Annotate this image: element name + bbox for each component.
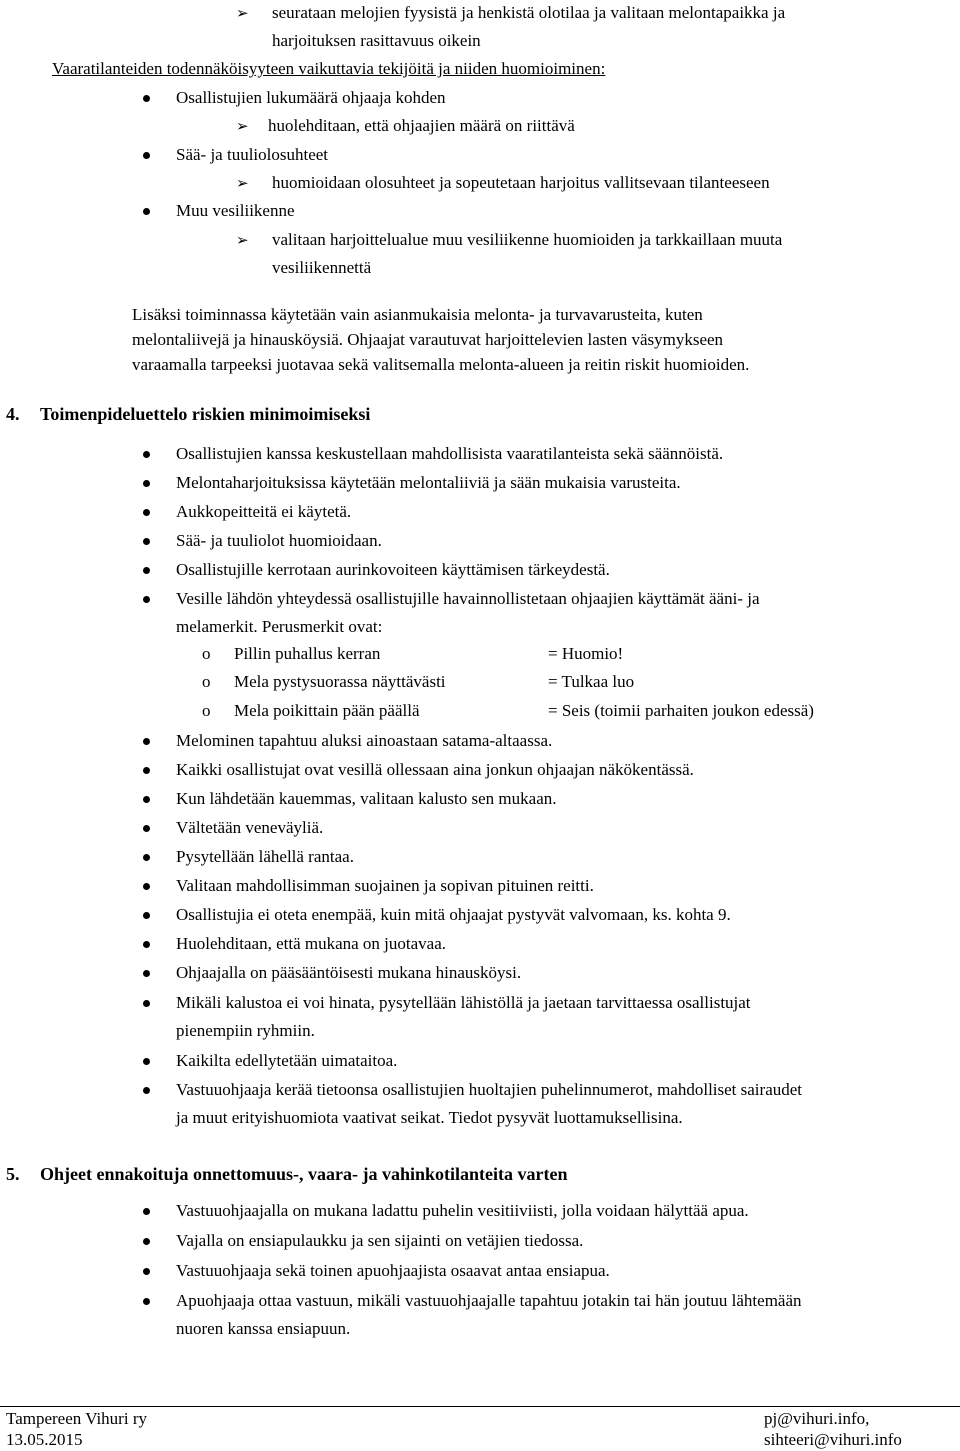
list-item: Sää- ja tuuliolot huomioidaan. [176,531,382,550]
bullet-icon [143,854,150,861]
bullet-icon [143,95,150,102]
list-item: Vastuuohjaaja kerää tietoonsa osallistujien huoltajien puhelinnumerot, mahdolliset sairaudet [176,1080,803,1099]
list-item: Vältetään veneväyliä. [176,818,324,837]
bullet-icon [143,1058,150,1065]
bullet-icon [143,509,150,516]
bullet-icon [143,970,150,977]
list-item: Osallistujia ei oteta enempää, kuin mitä ohjaajat pystyvät valvomaan, ks. kohta 9. [176,905,731,924]
paragraph-line: Lisäksi toiminnassa käytetään vain asianmukaisia melonta- ja turvavarusteita, kuten [132,305,703,324]
signal-name: Mela pystysuorassa näyttävästi [234,672,446,691]
list-item: Kun lähdetään kauemmas, valitaan kalusto sen mukaan. [176,789,557,808]
section-title: Ohjeet ennakoituja onnettomuus-, vaara- ja vahinkotilanteita varten [40,1164,568,1184]
factor-label: Osallistujien lukumäärä ohjaaja kohden [176,88,446,107]
list-item: Vastuuohjaaja sekä toinen apuohjaajista osaavat antaa ensiapua. [176,1261,610,1280]
list-item: Mikäli kalustoa ei voi hinata, pysytellään lähistöllä ja jaetaan tarvittaessa osallistujat [176,993,751,1012]
list-item: Melontaharjoituksissa käytetään melontaliiviä ja sään mukaisia varusteita. [176,473,681,492]
arrow-bullet-icon: ➢ [236,231,249,249]
section-number: 5. [6,1164,20,1184]
factor-sub: huomioidaan olosuhteet ja sopeutetaan harjoitus vallitsevaan tilanteeseen [272,173,770,192]
signal-marker: o [202,644,211,663]
footer-date: 13.05.2015 [6,1430,83,1449]
bullet-icon [143,1208,150,1215]
signal-marker: o [202,701,211,720]
list-item: Vesille lähdön yhteydessä osallistujille havainnollistetaan ohjaajien käyttämät ääni- ja [176,589,760,608]
bullet-icon [143,567,150,574]
bullet-icon [143,1268,150,1275]
arrow-bullet-icon: ➢ [236,117,249,135]
footer-org: Tampereen Vihuri ry [6,1409,147,1428]
bullet-icon [143,1000,150,1007]
factor-sub: valitaan harjoittelualue muu vesiliikenne huomioiden ja tarkkaillaan muuta [272,230,783,249]
footer-divider [0,1406,960,1407]
bullet-icon [143,912,150,919]
factor-sub: huolehditaan, että ohjaajien määrä on riittävä [268,116,575,135]
footer-email[interactable]: pj@vihuri.info, [764,1409,870,1428]
list-item: pienempiin ryhmiin. [176,1021,315,1040]
factor-label: Sää- ja tuuliolosuhteet [176,145,329,164]
bullet-icon [143,480,150,487]
section-number: 4. [6,404,20,424]
signal-name: Pillin puhallus kerran [234,644,381,663]
list-item: Pysytellään lähellä rantaa. [176,847,354,866]
list-item: Valitaan mahdollisimman suojainen ja sopivan pituinen reitti. [176,876,594,895]
footer-email[interactable]: sihteeri@vihuri.info [764,1430,902,1449]
bullet-icon [143,451,150,458]
bullet-icon [143,596,150,603]
list-item: Ohjaajalla on pääsääntöisesti mukana hinausköysi. [176,963,522,982]
list-item: Huolehditaan, että mukana on juotavaa. [176,934,447,953]
signal-meaning: = Tulkaa luo [548,672,635,691]
bullet-icon [143,152,150,159]
bullet-icon [143,825,150,832]
bullet-icon [143,1238,150,1245]
list-item: nuoren kanssa ensiapuun. [176,1319,351,1338]
list-item: melamerkit. Perusmerkit ovat: [176,617,383,636]
bullet-icon [143,738,150,745]
paragraph-line: varaamalla tarpeeksi juotavaa sekä valitsemalla melonta-alueen ja reitin riskit huomioiden. [132,355,750,374]
bullet-icon [143,796,150,803]
factor-label: Muu vesiliikenne [176,201,295,220]
bullet-icon [143,538,150,545]
list-item: Kaikilta edellytetään uimataitoa. [176,1051,398,1070]
list-item: Vajalla on ensiapulaukku ja sen sijainti on vetäjien tiedossa. [176,1231,584,1250]
arrow-bullet-icon: ➢ [236,174,249,192]
bullet-icon [143,1298,150,1305]
list-item: Aukkopeitteitä ei käytetä. [176,502,352,521]
bullet-icon [143,1087,150,1094]
signal-meaning: = Seis (toimii parhaiten joukon edessä) [548,701,814,720]
paragraph-line: melontaliivejä ja hinausköysiä. Ohjaajat varautuvat harjoittelevien lasten väsymykseen [132,330,724,349]
list-item: ja muut erityishuomiota vaativat seikat. Tiedot pysyvät luottamuksellisina. [176,1108,683,1127]
list-item: Vastuuohjaajalla on mukana ladattu puhelin vesitiiviisti, jolla voidaan hälyttää apua. [176,1201,749,1220]
list-item: Melominen tapahtuu aluksi ainoastaan satama-altaassa. [176,731,553,750]
arrow-bullet-icon: ➢ [236,4,249,22]
list-item: Apuohjaaja ottaa vastuun, mikäli vastuuohjaajalle tapahtuu jotakin tai hän joutuu lähtemään [176,1291,802,1310]
signal-name: Mela poikittain pään päällä [234,701,420,720]
list-item: Osallistujien kanssa keskustellaan mahdollisista vaaratilanteista sekä säännöistä. [176,444,724,463]
list-item: Kaikki osallistujat ovat vesillä ollessaan aina jonkun ohjaajan näkökentässä. [176,760,694,779]
bullet-icon [143,941,150,948]
signal-marker: o [202,672,211,691]
continued-text: harjoituksen rasittavuus oikein [272,31,481,50]
signal-meaning: = Huomio! [548,644,624,663]
list-item: Osallistujille kerrotaan aurinkovoiteen käyttämisen tärkeydestä. [176,560,610,579]
bullet-icon [143,767,150,774]
bullet-icon [143,208,150,215]
section-title: Toimenpideluettelo riskien minimoimiseksi [40,404,371,424]
bullet-icon [143,883,150,890]
continued-text: seurataan melojien fyysistä ja henkistä olotilaa ja valitaan melontapaikka ja [272,3,786,22]
factor-sub: vesiliikennettä [272,258,372,277]
subheading: Vaaratilanteiden todennäköisyyteen vaikuttavia tekijöitä ja niiden huomioiminen: [52,59,606,78]
